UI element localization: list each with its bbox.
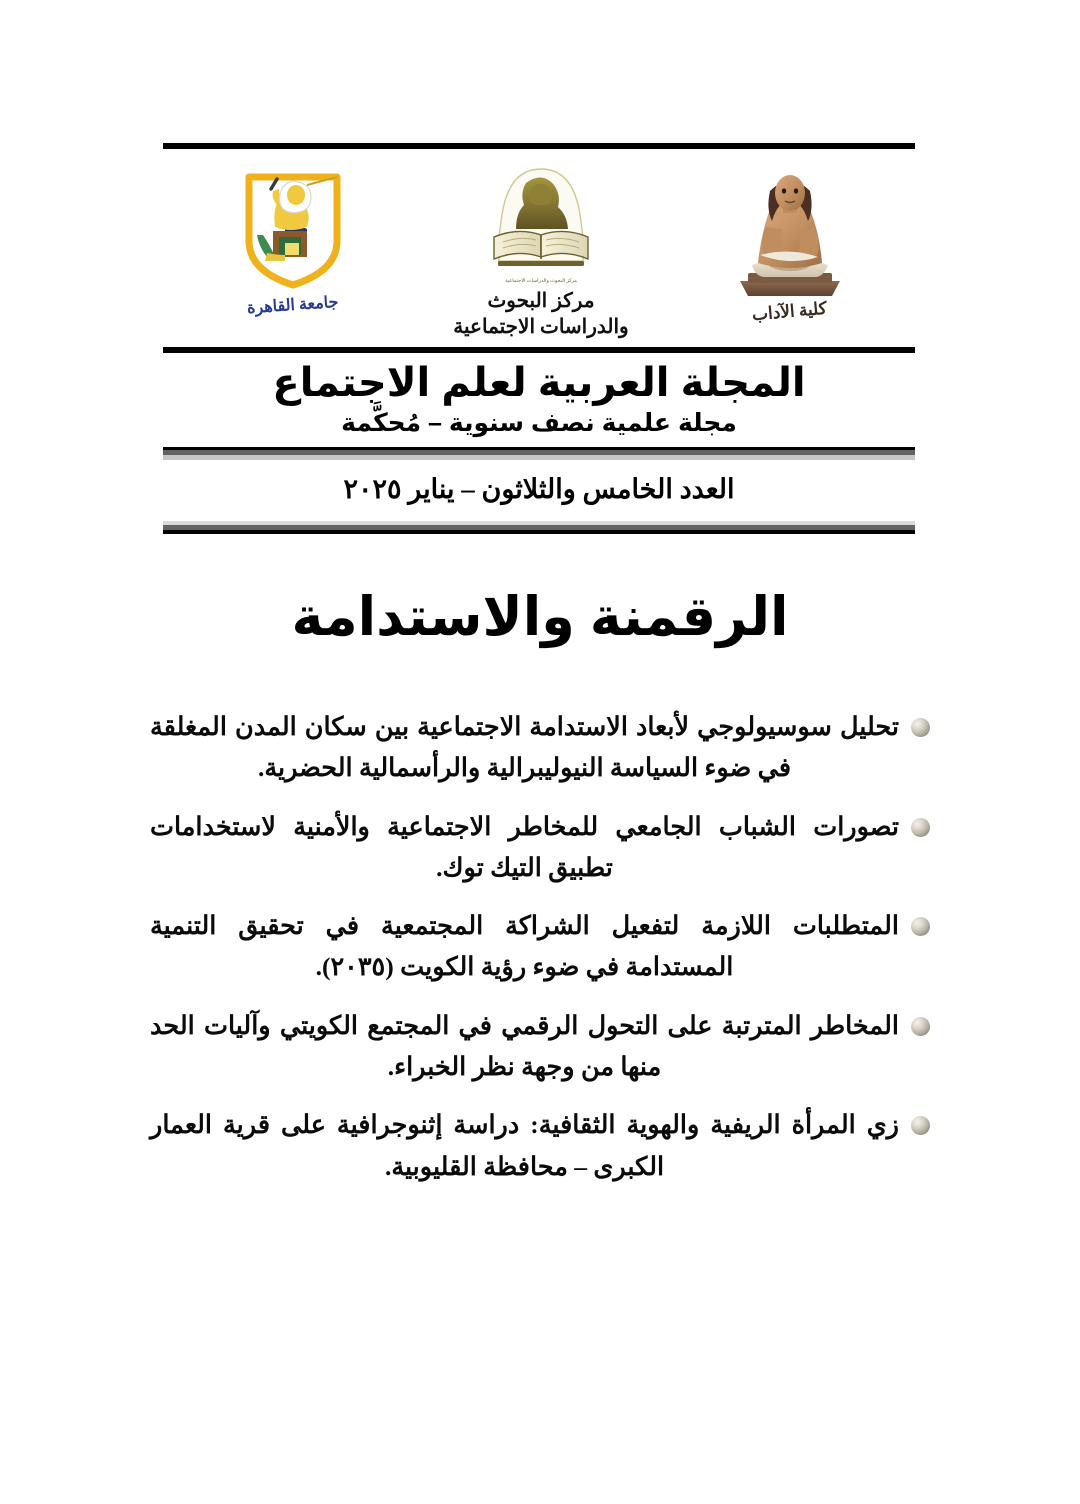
sphere-bullet-icon bbox=[911, 917, 930, 936]
list-item-title: تصورات الشباب الجامعي للمخاطر الاجتماعية والأمنية لاستخدامات تطبيق التيك توك. bbox=[150, 811, 899, 882]
logo-caption-faculty-of-arts: كلية الآداب bbox=[751, 298, 828, 325]
list-item bbox=[150, 806, 930, 889]
logo-caption-research-center-line2: والدراسات الاجتماعية bbox=[453, 316, 629, 339]
list-item-title: تحليل سوسيولوجي لأبعاد الاستدامة الاجتماعية بين سكان المدن المغلقة في ضوء السياسة النيوليبرالية والرأسمالية الحضرية. bbox=[150, 712, 899, 783]
issue-top-rule bbox=[163, 447, 915, 460]
sphere-bullet-icon bbox=[911, 1017, 930, 1036]
list-item bbox=[150, 706, 930, 789]
issue-line: العدد الخامس والثلاثون – يناير ٢٠٢٥ bbox=[343, 473, 735, 504]
list-item-title: زي المرأة الريفية والهوية الثقافية: دراسة إثنوجرافية على قرية العمار الكبرى – محافظة القليوبية. bbox=[150, 1110, 899, 1181]
issue-bottom-rule bbox=[163, 521, 915, 534]
logo-cairo-university bbox=[185, 165, 400, 316]
emblem-microtext: مركز البحوث والدراسات الاجتماعية bbox=[505, 279, 577, 284]
logo-research-center bbox=[411, 165, 671, 341]
journal-subtitle: مجلة علمية نصف سنوية – مُحكَّمة bbox=[341, 408, 737, 437]
list-item-title: المخاطر المترتبة على التحول الرقمي في المجتمع الكويتي وآليات الحد منها من وجهة نظر الخبراء. bbox=[150, 1010, 899, 1082]
masthead bbox=[163, 143, 915, 534]
logo-caption-cairo-university: جامعة القاهرة bbox=[246, 293, 339, 318]
list-item bbox=[150, 1104, 930, 1187]
journal-title: المجلة العربية لعلم الاجتماع bbox=[272, 360, 806, 405]
list-item-title: المتطلبات اللازمة لتفعيل الشراكة المجتمعية في تحقيق التنمية المستدامة في ضوء رؤية الكويت (٢٠٣٥). bbox=[150, 911, 899, 982]
scribe-on-open-book-emblem-icon bbox=[476, 165, 606, 277]
logo-caption-research-center-line1: مركز البحوث bbox=[487, 290, 595, 312]
list-item bbox=[150, 1005, 930, 1088]
sphere-bullet-icon bbox=[911, 1116, 930, 1135]
sphere-bullet-icon bbox=[911, 718, 930, 737]
cairo-university-shield-crest-icon bbox=[233, 165, 353, 303]
sphere-bullet-icon bbox=[911, 818, 930, 837]
logo-faculty-of-arts bbox=[682, 165, 897, 323]
seated-scribe-statue-icon bbox=[726, 165, 854, 305]
page-title: الرقمنة والاستدامة bbox=[291, 587, 789, 647]
list-item bbox=[150, 905, 930, 988]
logo-strip bbox=[163, 149, 915, 347]
contents-list bbox=[150, 706, 930, 1204]
